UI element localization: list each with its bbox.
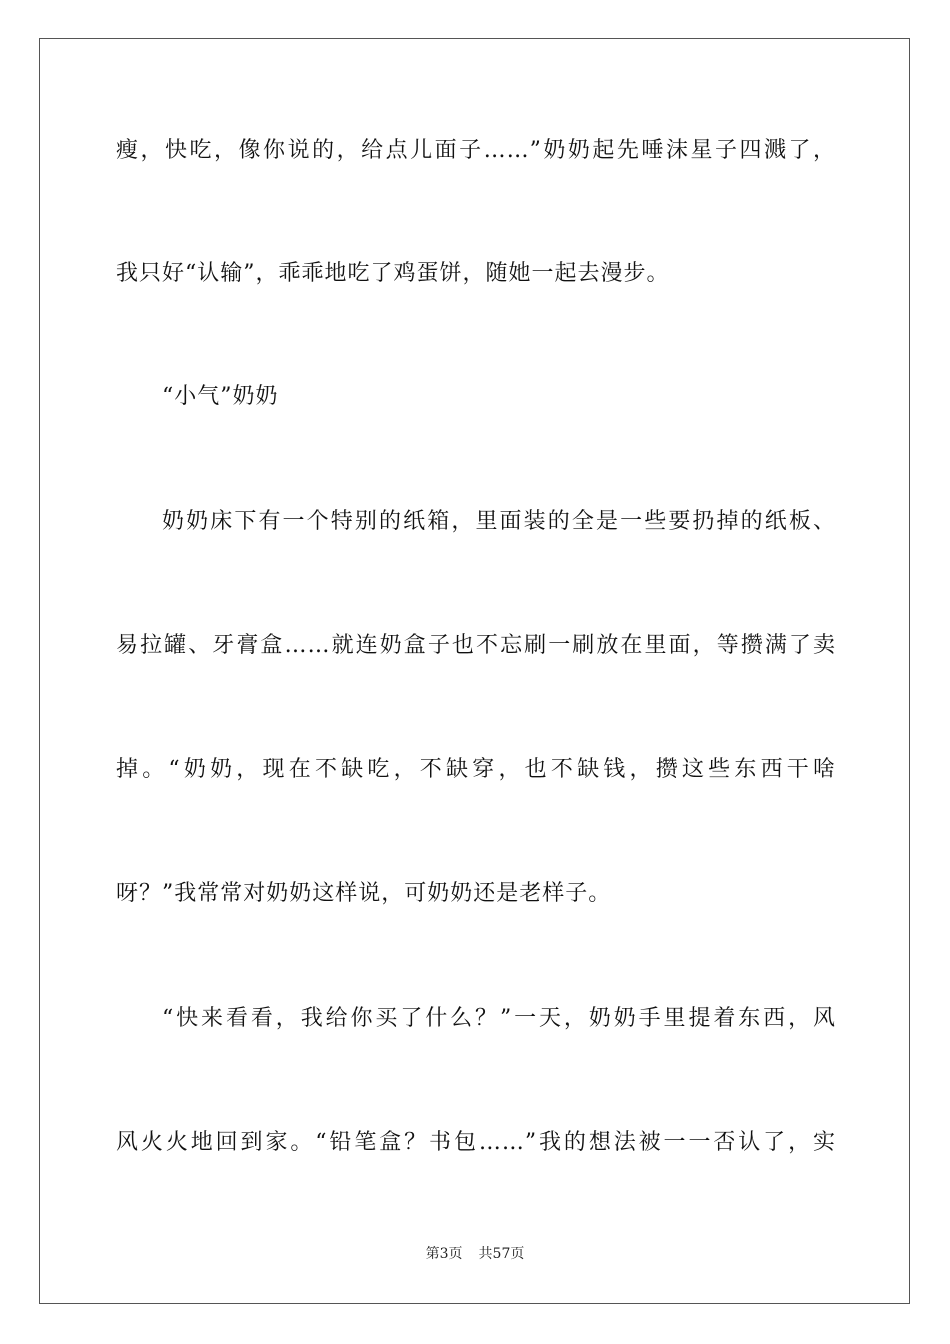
body-line-7: 呀？”我常常对奶奶这样说，可奶奶还是老样子。: [116, 881, 612, 906]
body-line-9: 风火火地回到家。“铅笔盒？书包……”我的想法被一一否认了，实: [116, 1130, 836, 1155]
body-line-2: 我只好“认输”，乖乖地吃了鸡蛋饼，随她一起去漫步。: [116, 261, 670, 286]
body-line-5: 易拉罐、牙膏盒……就连奶盒子也不忘刷一刷放在里面，等攒满了卖: [116, 633, 836, 658]
body-line-6: 掉。“奶奶，现在不缺吃，不缺穿，也不缺钱，攒这些东西干啥: [116, 757, 836, 782]
page-total: 共57页: [478, 1246, 525, 1262]
body-line-1: 瘦，快吃，像你说的，给点儿面子……”奶奶起先唾沫星子四溅了，: [116, 138, 836, 163]
page-footer: [0, 1244, 950, 1264]
body-line-8: “快来看看，我给你买了什么？”一天，奶奶手里提着东西，风: [162, 1006, 836, 1031]
section-heading: “小气”奶奶: [162, 384, 279, 409]
body-line-4: 奶奶床下有一个特别的纸箱，里面装的全是一些要扔掉的纸板、: [162, 509, 836, 534]
page-border: [39, 38, 910, 1304]
page-number: 第3页: [425, 1246, 463, 1262]
